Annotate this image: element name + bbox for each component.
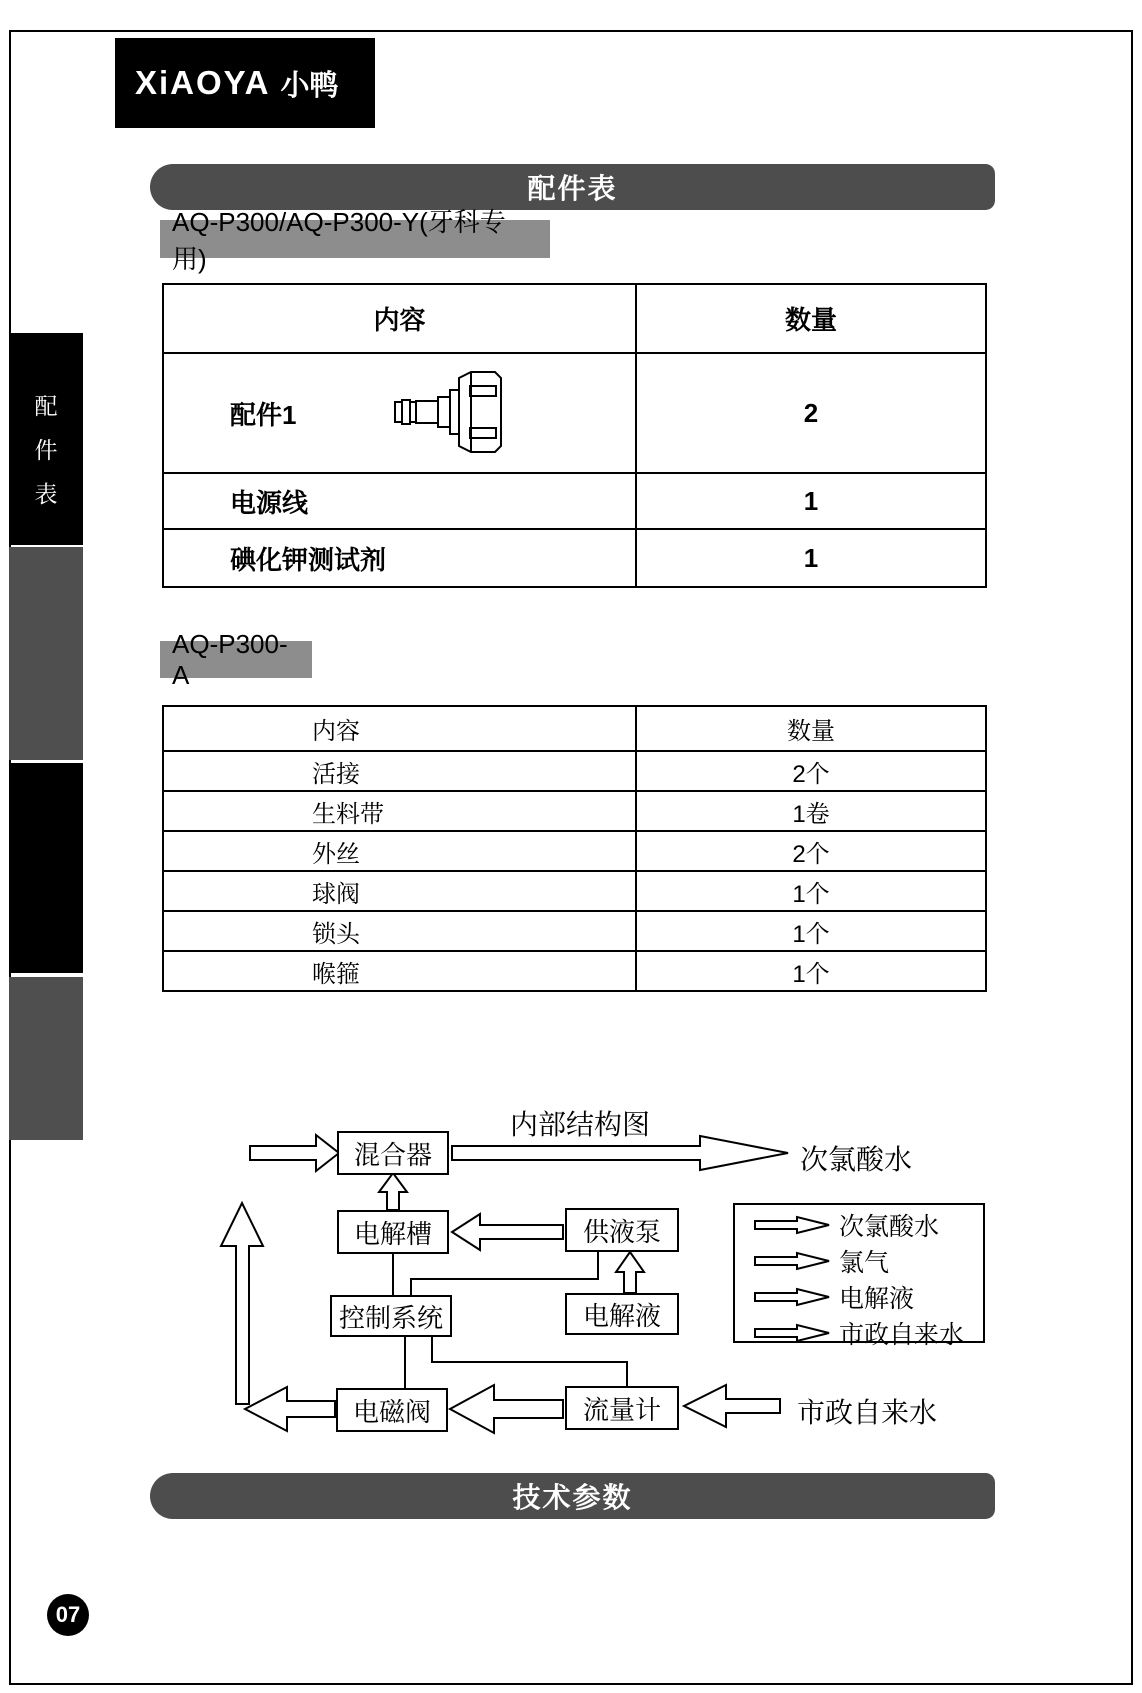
page-number-badge <box>47 1594 89 1636</box>
cell-item: 喉箍 <box>163 951 636 991</box>
arrow-flowmeter-to-solenoid <box>450 1385 563 1433</box>
arrow-electrolyte-to-pump <box>616 1252 644 1293</box>
wire-control-flowmeter <box>432 1337 627 1386</box>
cell-item: 球阀 <box>163 871 636 911</box>
cell-item: 碘化钾测试剂 <box>163 529 636 587</box>
wire-pump-control <box>411 1252 598 1295</box>
sidebar-tab-parts-list <box>9 333 83 545</box>
table-header-row <box>163 284 986 353</box>
legend-row <box>735 1315 983 1351</box>
legend-arrow-icon <box>753 1251 831 1271</box>
sidebar-block-black-2 <box>9 763 83 973</box>
arrow-into-mixer <box>250 1135 339 1171</box>
table-row <box>163 751 986 791</box>
table-row <box>163 871 986 911</box>
hose-connector-fitting-drawing <box>392 364 507 464</box>
fitting-nut-slot <box>470 428 496 438</box>
diagram-node-control-system: 控制系统 <box>330 1295 452 1337</box>
cell-qty: 1 <box>636 473 986 529</box>
cell-qty: 1个 <box>636 911 986 951</box>
model-label-text: AQ-P300/AQ-P300-Y(牙科专用) <box>172 207 506 274</box>
table-row <box>163 951 986 991</box>
diagram-output-label: 次氯酸水 <box>800 1144 913 1175</box>
table-row <box>163 791 986 831</box>
legend-row <box>735 1207 983 1243</box>
table-header-row <box>163 706 986 751</box>
legend-arrow-icon <box>753 1323 831 1343</box>
legend-arrow-icon <box>753 1287 831 1307</box>
arrow-electrolyzer-to-mixer <box>379 1173 407 1210</box>
diagram-node-electrolyte: 电解液 <box>565 1293 679 1335</box>
cell-qty: 1 <box>636 529 986 587</box>
legend-label: 市政自来水 <box>839 1321 965 1349</box>
sidebar-tab-char: 配 <box>34 393 58 419</box>
col-header-qty: 数量 <box>636 284 986 353</box>
brand-logo-cjk: 小鸭 <box>280 69 339 102</box>
table-row <box>163 911 986 951</box>
cell-item: 活接 <box>163 751 636 791</box>
fitting-step <box>438 397 450 427</box>
arrow-solenoid-to-riser <box>245 1387 335 1431</box>
cell-qty: 1个 <box>636 951 986 991</box>
col-header-item: 内容 <box>163 706 636 751</box>
table-row <box>163 831 986 871</box>
cell-qty: 2个 <box>636 831 986 871</box>
arrow-tapwater-input <box>684 1385 780 1427</box>
cell-item: 配件1 <box>163 353 636 473</box>
arrow-riser-up <box>221 1203 263 1404</box>
cell-item: 锁头 <box>163 911 636 951</box>
cell-item: 生料带 <box>163 791 636 831</box>
legend-arrow-icon <box>753 1215 831 1235</box>
col-header-item: 内容 <box>163 284 636 353</box>
page-number-text: 07 <box>55 1602 81 1627</box>
diagram-node-electrolyzer: 电解槽 <box>337 1210 449 1254</box>
diagram-node-solenoid-valve: 电磁阀 <box>336 1388 448 1432</box>
model-label-text: AQ-P300-A <box>172 628 288 690</box>
legend-row <box>735 1243 983 1279</box>
sidebar-block-gray-1 <box>9 547 83 760</box>
cell-item: 外丝 <box>163 831 636 871</box>
fitting-barb-ridge <box>395 402 402 422</box>
cell-qty: 2 <box>636 353 986 473</box>
model-label-aq-p300-y <box>160 207 550 274</box>
cell-qty: 1个 <box>636 871 986 911</box>
fitting-nut-slot <box>470 386 496 396</box>
banner-parts-list-text: 配件表 <box>527 173 618 204</box>
table-row <box>163 529 986 587</box>
table-row <box>163 353 986 473</box>
parts-table-aq-p300-a <box>162 705 987 992</box>
brand-logo-latin: XiAOYA <box>135 64 271 101</box>
diagram-node-mixer: 混合器 <box>337 1131 449 1175</box>
diagram-input-label: 市政自来水 <box>797 1397 938 1428</box>
diagram-node-flow-meter: 流量计 <box>565 1386 679 1430</box>
table-row <box>163 473 986 529</box>
sidebar-tab-char: 表 <box>34 481 58 507</box>
sidebar-tab-char: 件 <box>34 437 58 463</box>
cell-item: 电源线 <box>163 473 636 529</box>
model-label-aq-p300-a <box>160 628 312 690</box>
col-header-qty: 数量 <box>636 706 986 751</box>
brand-logo <box>115 38 375 128</box>
parts-table-aq-p300 <box>162 283 987 588</box>
cell-qty: 2个 <box>636 751 986 791</box>
legend-label: 电解液 <box>839 1285 915 1313</box>
diagram-node-feed-pump: 供液泵 <box>565 1208 679 1252</box>
fitting-barb-ridge <box>402 400 410 424</box>
diagram-title: 内部结构图 <box>509 1109 650 1140</box>
diagram-legend <box>733 1203 985 1349</box>
arrow-pump-to-electrolyzer <box>452 1214 563 1250</box>
legend-label: 氯气 <box>839 1249 890 1277</box>
fitting-flange <box>450 390 459 434</box>
cell-qty: 1卷 <box>636 791 986 831</box>
fitting-shaft <box>416 401 438 423</box>
banner-tech-params-text: 技术参数 <box>512 1482 633 1513</box>
fitting-nut <box>459 372 501 452</box>
legend-row <box>735 1279 983 1315</box>
legend-label: 次氯酸水 <box>839 1213 940 1241</box>
